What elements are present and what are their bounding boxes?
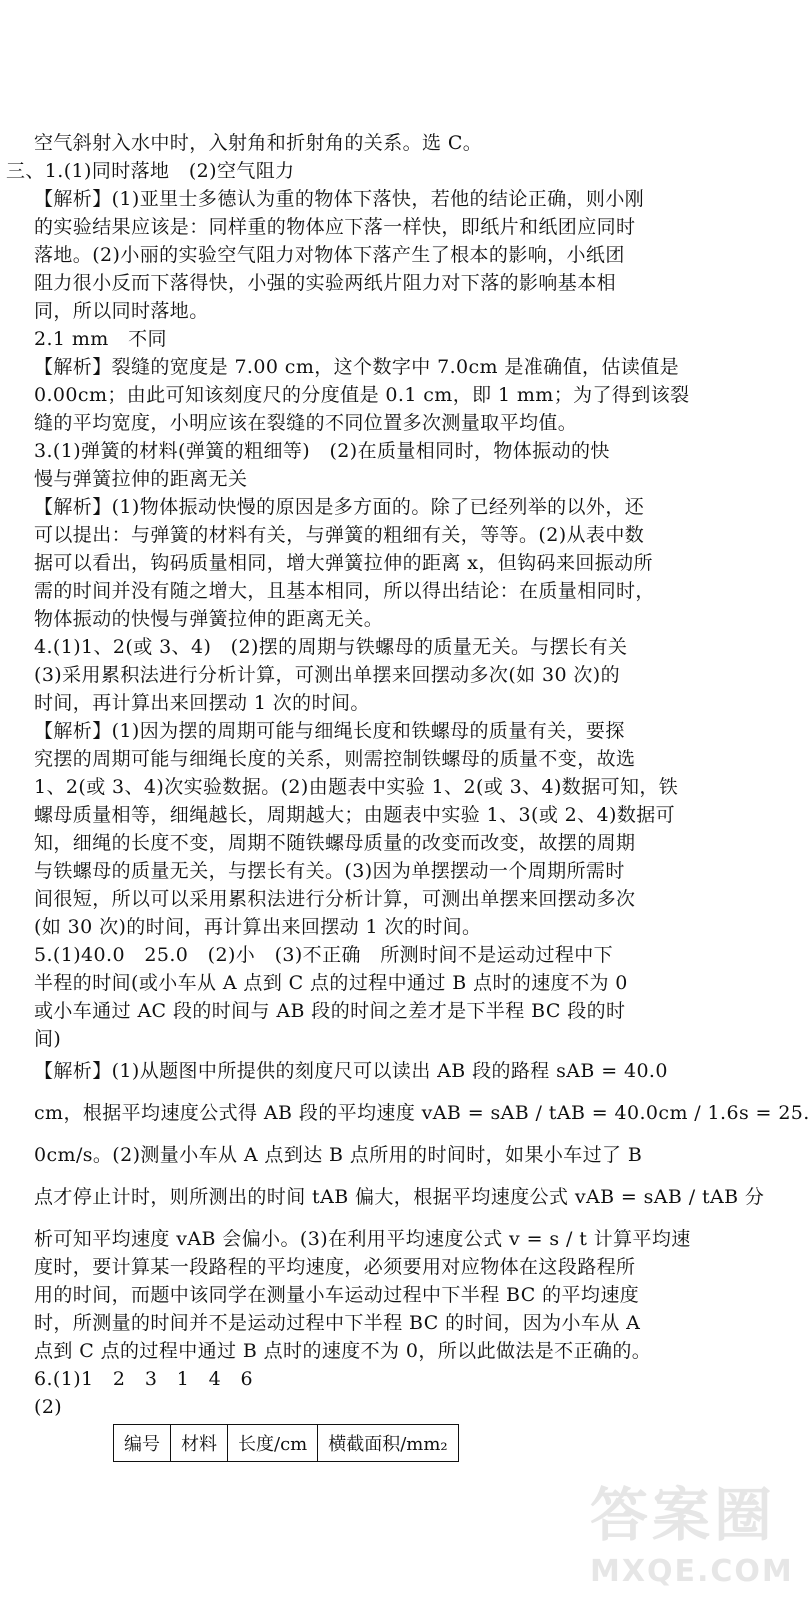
table-header-cell: 编号 xyxy=(114,1425,171,1462)
table-header-row xyxy=(114,1425,459,1462)
text-line: 半程的时间(或小车从 A 点到 C 点的过程中通过 B 点时的速度不为 0 xyxy=(34,972,628,994)
text-line: 时，所测量的时间并不是运动过程中下半程 BC 的时间，因为小车从 A xyxy=(34,1312,641,1334)
text-line: 缝的平均宽度，小明应该在裂缝的不同位置多次测量取平均值。 xyxy=(34,412,578,434)
answer-line: 2.1 mm 不同 xyxy=(34,328,167,350)
text-line: 点到 C 点的过程中通过 B 点时的速度不为 0，所以此做法是不正确的。 xyxy=(34,1340,652,1362)
text-line: 可以提出：与弹簧的材料有关，与弹簧的粗细有关，等等。(2)从表中数 xyxy=(34,524,645,546)
text-line: 慢与弹簧拉伸的距离无关 xyxy=(34,468,248,490)
text-line: 的实验结果应该是：同样重的物体应下落一样快，即纸片和纸团应同时 xyxy=(34,216,636,238)
formula-line: 点才停止计时，则所测出的时间 tAB 偏大，根据平均速度公式 vAB = sAB / tAB 分 xyxy=(34,1186,765,1208)
text-line: 0cm/s。(2)测量小车从 A 点到达 B 点所用的时间时，如果小车过了 B xyxy=(34,1144,643,1166)
text-line: (如 30 次)的时间，再计算出来回摆动 1 次的时间。 xyxy=(34,916,482,938)
table-header-cell: 横截面积/mm₂ xyxy=(318,1425,458,1462)
text-line: 同，所以同时落地。 xyxy=(34,300,209,322)
watermark-bottom-text: MXQE.COM xyxy=(590,1554,794,1589)
section-three-heading: 三、1.(1)同时落地 (2)空气阻力 xyxy=(6,160,295,182)
analysis-line: 【解析】(1)亚里士多德认为重的物体下落快，若他的结论正确，则小刚 xyxy=(34,188,645,210)
materials-table xyxy=(113,1424,459,1462)
text-line: 落地。(2)小丽的实验空气阻力对物体下落产生了根本的影响，小纸团 xyxy=(34,244,625,266)
text-line: 究摆的周期可能与细绳长度的关系，则需控制铁螺母的质量不变，故选 xyxy=(34,748,636,770)
text-line: 与铁螺母的质量无关，与摆长有关。(3)因为单摆摆动一个周期所需时 xyxy=(34,860,625,882)
text-line: 空气斜射入水中时，入射角和折射角的关系。选 C。 xyxy=(34,132,483,154)
text-line: 需的时间并没有随之增大，且基本相同，所以得出结论：在质量相同时， xyxy=(34,580,655,602)
sub-label: (2) xyxy=(34,1396,63,1418)
formula-line: cm，根据平均速度公式得 AB 段的平均速度 vAB = sAB / tAB = 40.0cm / 1.6s = 25. xyxy=(34,1102,810,1124)
answer-line: 5.(1)40.0 25.0 (2)小 (3)不正确 所测时间不是运动过程中下 xyxy=(34,944,614,966)
text-line: 螺母质量相等，细绳越长，周期越大；由题表中实验 1、3(或 2、4)数据可 xyxy=(34,804,676,826)
text-line: 知，细绳的长度不变，周期不随铁螺母质量的改变而改变，故摆的周期 xyxy=(34,832,636,854)
text-line: 据可以看出，钩码质量相同，增大弹簧拉伸的距离 x，但钩码来回振动所 xyxy=(34,552,653,574)
text-line: 1、2(或 3、4)次实验数据。(2)由题表中实验 1、2(或 3、4)数据可知，铁 xyxy=(34,776,679,798)
text-line: 阻力很小反而下落得快，小强的实验两纸片阻力对下落的影响基本相 xyxy=(34,272,617,294)
text-line: 0.00cm；由此可知该刻度尺的分度值是 0.1 cm，即 1 mm；为了得到该裂 xyxy=(34,384,690,406)
text-line: 度时，要计算某一段路程的平均速度，必须要用对应物体在这段路程所 xyxy=(34,1256,636,1278)
analysis-line: 【解析】(1)因为摆的周期可能与细绳长度和铁螺母的质量有关，要探 xyxy=(34,720,625,742)
table-header-cell: 材料 xyxy=(171,1425,228,1462)
answer-line: 6.(1)1 2 3 1 4 6 xyxy=(34,1368,253,1390)
text-line: (3)采用累积法进行分析计算，可测出单摆来回摆动多次(如 30 次)的 xyxy=(34,664,620,686)
text-line: 物体振动的快慢与弹簧拉伸的距离无关。 xyxy=(34,608,384,630)
answer-line: 4.(1)1、2(或 3、4) (2)摆的周期与铁螺母的质量无关。与摆长有关 xyxy=(34,636,628,658)
table-header-cell: 长度/cm xyxy=(228,1425,318,1462)
analysis-line: 【解析】(1)物体振动快慢的原因是多方面的。除了已经列举的以外，还 xyxy=(34,496,645,518)
text-line: 间很短，所以可以采用累积法进行分析计算，可测出单摆来回摆动多次 xyxy=(34,888,636,910)
analysis-line: 【解析】(1)从题图中所提供的刻度尺可以读出 AB 段的路程 sAB = 40.0 xyxy=(34,1060,668,1082)
text-line: 用的时间，而题中该同学在测量小车运动过程中下半程 BC 的平均速度 xyxy=(34,1284,640,1306)
formula-line: 析可知平均速度 vAB 会偏小。(3)在利用平均速度公式 v = s / t 计算平均速 xyxy=(34,1228,691,1250)
text-line: 或小车通过 AC 段的时间与 AB 段的时间之差才是下半程 BC 段的时 xyxy=(34,1000,626,1022)
text-line: 时间，再计算出来回摆动 1 次的时间。 xyxy=(34,692,370,714)
analysis-line: 【解析】裂缝的宽度是 7.00 cm，这个数字中 7.0cm 是准确值，估读值是 xyxy=(34,356,679,378)
answer-line: 3.(1)弹簧的材料(弹簧的粗细等) (2)在质量相同时，物体振动的快 xyxy=(34,440,610,462)
watermark-logo xyxy=(590,1468,794,1589)
watermark-top-text: 答案圈 xyxy=(590,1481,777,1549)
text-line: 间) xyxy=(34,1028,62,1050)
